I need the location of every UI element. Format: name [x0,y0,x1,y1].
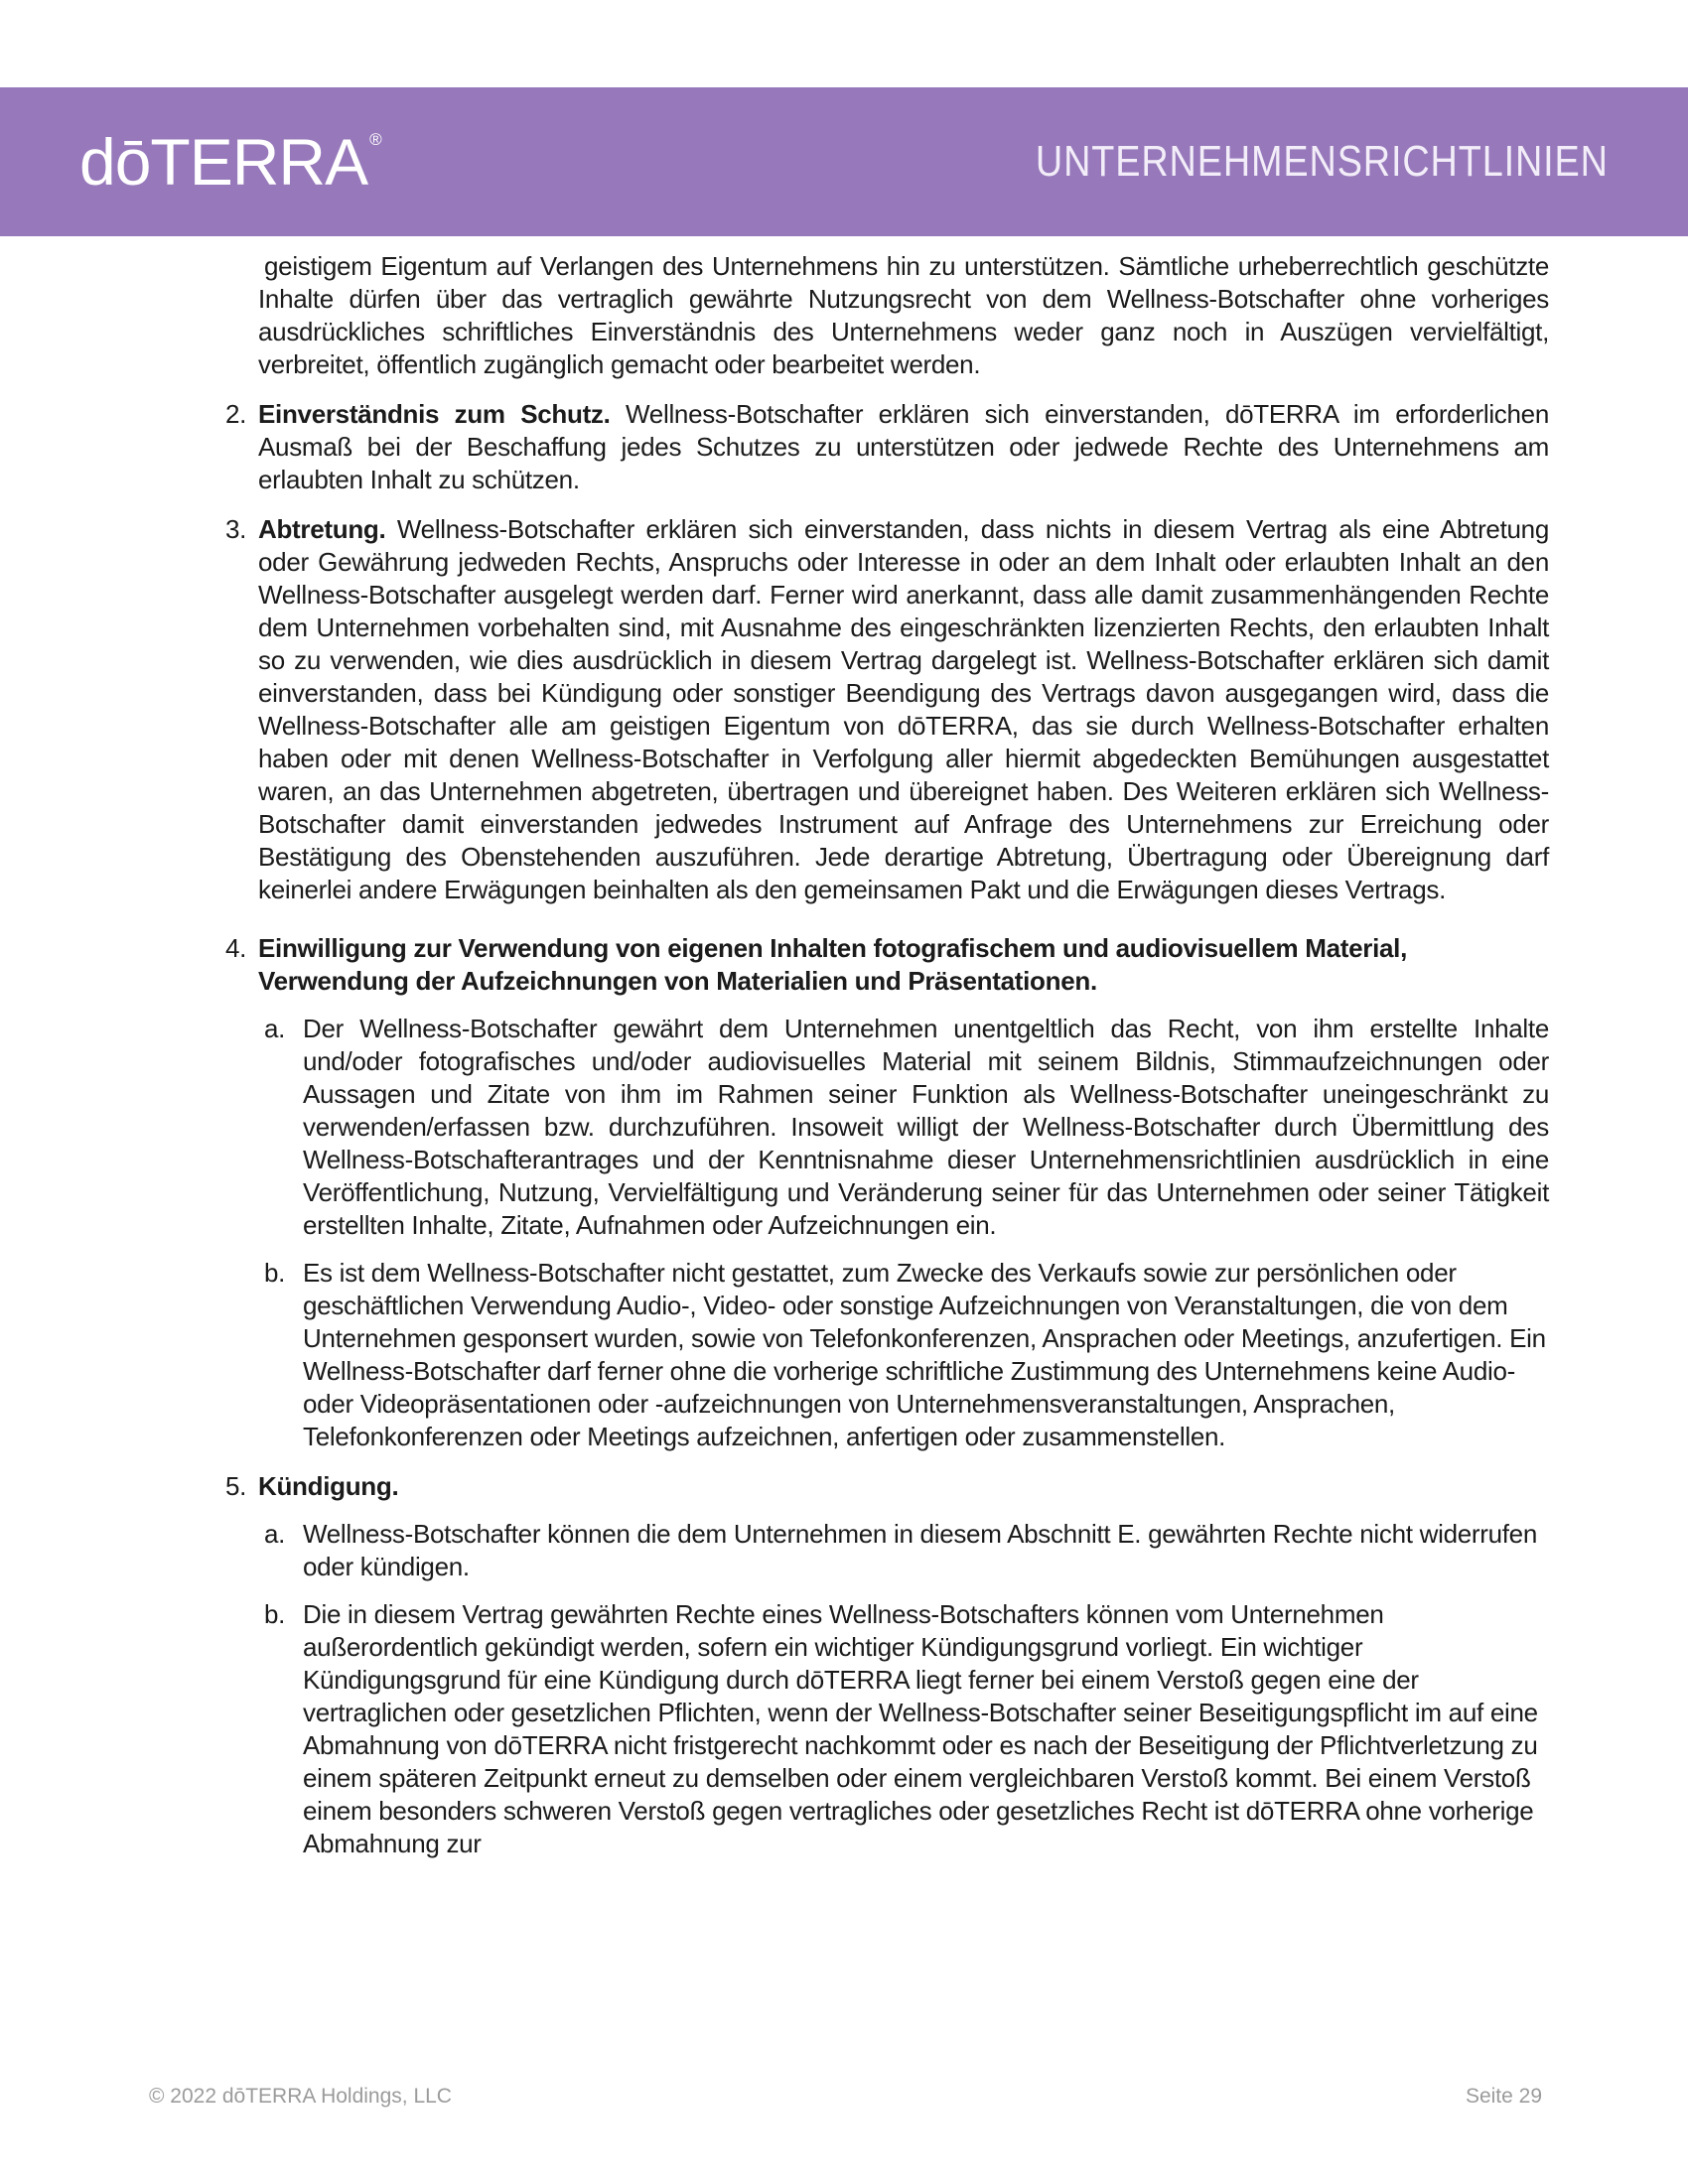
sub-item-text: Wellness-Botschafter können die dem Unternehmen in diesem Abschnitt E. gewährten Rechte nicht widerrufen oder kündigen. [303,1519,1538,1581]
item-heading: Kündigung. [258,1471,399,1501]
sub-item-text: Es ist dem Wellness-Botschafter nicht gestattet, zum Zwecke des Verkaufs sowie zur persönlichen oder geschäftlichen Verwendung Audio-, Video- oder sonstige Aufzeichnungen von Veranstaltungen, die von dem Unternehmen gesponsert wurden, sowie von Telefonkonferenzen, Ansprachen oder Meetings, anzufertigen. Ein Wellness-Botschafter darf ferner ohne die vorherige schriftliche Zustimmung des Unternehmens keine Audio- oder Videopräsentationen oder -aufzeichnungen von Unternehmensveranstaltungen, Ansprachen, Telefonkonferenzen oder Meetings aufzeichnen, anfertigen oder zusammenstellen. [303,1258,1546,1451]
sub-item-text: Die in diesem Vertrag gewährten Rechte eines Wellness-Botschafters können vom Unternehmen außerordentlich gekündigt werden, sofern ein wichtiger Kündigungsgrund vorliegt. Ein wichtiger Kündigungsgrund für eine Kündigung durch dōTERRA liegt ferner bei einem Verstoß gegen eine der vertraglichen oder gesetzlichen Pflichten, wenn der Wellness-Botschafter seiner Beseitigungspflicht im auf eine Abmahnung von dōTERRA nicht fristgerecht nachkommt oder es nach der Beseitigung der Pflichtverletzung zu einem späteren Zeitpunkt erneut zu demselben oder einem vergleichbaren Verstoß kommt. Bei einem Verstoß einem besonders schweren Verstoß gegen vertragliches oder gesetzliches Recht ist dōTERRA ohne vorherige Abmahnung zur [303,1599,1538,1858]
header-bar [0,87,1688,236]
item-body [258,513,1549,906]
sub-item-4a [264,1013,1549,1242]
item-title: Einverständnis zum Schutz. [258,399,611,429]
item-paragraph [258,398,1549,496]
list-item-3 [225,513,1549,906]
page-number: Seite 29 [1465,2085,1542,2108]
item-number: 5. [225,1471,247,1501]
page-footer [149,2085,1542,2109]
sub-item-4b [264,1257,1549,1453]
list-item-2 [225,398,1549,496]
sub-item-5b [264,1598,1549,1860]
list-item-4 [225,932,1549,1453]
doterra-logo-text: dōTERRA [79,125,368,199]
sub-item-letter: b. [264,1599,286,1629]
item-text: Wellness-Botschafter erklären sich einverstanden, dass nichts in diesem Vertrag als eine Abtretung oder Gewährung jedweden Rechts, Anspruchs oder Interesse in oder an dem Inhalt oder erlaubten Inhalt an den Wellness-Botschafter ausgelegt werden darf. Ferner wird anerkannt, dass alle damit zusammenhängenden Rechte dem Unternehmen vorbehalten sind, mit Ausnahme des eingeschränkten lizenzierten Rechts, den erlaubten Inhalt so zu verwenden, wie dies ausdrücklich in diesem Vertrag dargelegt ist. Wellness-Botschafter erklären sich damit einverstanden, dass bei Kündigung oder sonstiger Beendigung des Vertrags davon ausgegangen wird, dass die Wellness-Botschafter alle am geistigen Eigentum von dōTERRA, das sie durch Wellness-Botschafter erhalten haben oder mit denen Wellness-Botschafter in Verfolgung aller hiermit abgedeckten Bemühungen ausgestattet waren, an das Unternehmen abgetreten, übertragen und übereignet haben. Des Weiteren erklären sich Wellness-Botschafter damit einverstanden jedwedes Instrument auf Anfrage des Unternehmens zur Erreichung oder Bestätigung des Obenstehenden auszuführen. Jede derartige Abtretung, Übertragung oder Übereignung darf keinerlei andere Erwägungen beinhalten als den gemeinsamen Pakt und die Erwägungen dieses Vertrags. [258,514,1549,904]
item-number: 4. [225,933,247,963]
copyright-text: © 2022 dōTERRA Holdings, LLC [149,2085,452,2108]
sub-item-letter: b. [264,1258,286,1288]
item-number: 3. [225,514,247,544]
document-content [225,250,1549,1877]
sub-item-letter: a. [264,1014,286,1043]
item-heading: Einwilligung zur Verwendung von eigenen Inhalten fotografischem und audiovisuellem Material, Verwendung der Aufzeichnungen von Materialien und Präsentationen. [258,933,1408,996]
page-header-title: UNTERNEHMENSRICHTLINIEN [1036,137,1609,186]
registered-trademark-icon: ® [369,130,381,149]
sub-item-letter: a. [264,1519,286,1549]
item-body [258,1470,1549,1860]
doterra-logo [79,125,381,199]
item-body [258,932,1549,1453]
item-number: 2. [225,399,247,429]
list-item-5 [225,1470,1549,1860]
sub-item-5a [264,1518,1549,1583]
intro-paragraph: geistigem Eigentum auf Verlangen des Unternehmens hin zu unterstützen. Sämtliche urheberrechtlich geschützte Inhalte dürfen über das vertraglich gewährte Nutzungsrecht von dem Wellness-Botschafter ohne vorheriges ausdrückliches schriftliches Einverständnis des Unternehmens weder ganz noch in Auszügen vervielfältigt, verbreitet, öffentlich zugänglich gemacht oder bearbeitet werden. [258,251,1549,379]
item-paragraph [258,513,1549,906]
sub-item-text: Der Wellness-Botschafter gewährt dem Unternehmen unentgeltlich das Recht, von ihm erstellte Inhalte und/oder fotografisches und/oder audiovisuelles Material mit seinem Bildnis, Stimmaufzeichnungen oder Aussagen und Zitate von ihm im Rahmen seiner Funktion als Wellness-Botschafter uneingeschränkt zu verwenden/erfassen bzw. durchzuführen. Insoweit willigt der Wellness-Botschafter durch Übermittlung des Wellness-Botschafterantrages und der Kenntnisnahme dieser Unternehmensrichtlinien ausdrücklich in eine Veröffentlichung, Nutzung, Vervielfältigung und Veränderung seiner für das Unternehmen oder seiner Tätigkeit erstellten Inhalte, Zitate, Aufnahmen oder Aufzeichnungen ein. [303,1014,1549,1240]
item-text: Wellness-Botschafter erklären sich einverstanden, dōTERRA im erforderlichen Ausmaß bei der Beschaffung jedes Schutzes zu unterstützen oder jedwede Rechte des Unternehmens am erlaubten Inhalt zu schützen. [258,399,1549,494]
item-body [258,398,1549,496]
item-title: Abtretung. [258,514,386,544]
